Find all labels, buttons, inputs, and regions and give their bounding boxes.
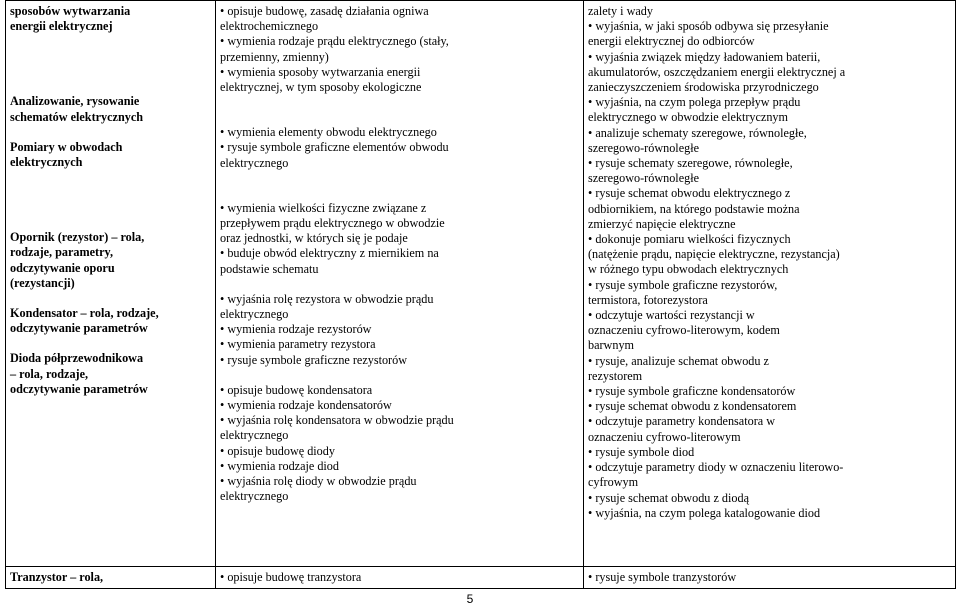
topic-title: Pomiary w obwodach elektrycznych	[10, 139, 123, 170]
topic-title: sposobów wytwarzania energii elektrycznej	[10, 4, 131, 34]
topic-title: Opornik (rezystor) – rola, rodzaje, parametry, odczytywanie oporu (rezystancji)	[10, 230, 145, 290]
topic-title: Tranzystor – rola,	[10, 570, 104, 584]
topic-title: Analizowanie, rysowanie schematów elektrycznych	[10, 94, 144, 124]
list-item: • wymienia rodzaje kondensatorów	[220, 398, 392, 413]
list-item: • wyjaśnia rolę rezystora w obwodzie prądu elektrycznego	[220, 291, 434, 322]
table-row	[6, 567, 956, 589]
list-item: • wymienia wielkości fizyczne związane z przepływem prądu elektrycznego w obwodzie oraz jednostki, w których się je podaje	[220, 200, 445, 246]
list-item: • rysuje schemat obwodu z diodą	[588, 490, 749, 505]
list-item: • wyjaśnia, na czym polega katalogowanie diod	[588, 505, 821, 520]
topics-cell	[6, 1, 216, 567]
requirements-block	[220, 125, 460, 171]
basic-requirements-cell	[216, 567, 584, 589]
list-item: • wymienia rodzaje rezystorów	[220, 322, 372, 337]
list-item: • wyjaśnia, na czym polega przepływ prądu elektrycznego w obwodzie elektrycznym	[588, 95, 801, 125]
table-row	[6, 1, 956, 567]
list-item: • rysuje symbole graficzne kondensatorów	[588, 384, 796, 399]
topic-title: Kondensator – rola, rodzaje, odczytywanie parametrów	[10, 306, 159, 336]
extended-requirements-cell	[584, 1, 956, 567]
list-item: • wyjaśnia rolę diody w obwodzie prądu elektrycznego	[220, 474, 417, 504]
list-item: • odczytuje parametry kondensatora w oznaczeniu cyfrowo-literowym	[588, 414, 776, 444]
requirements-block	[588, 278, 803, 384]
list-item: • opisuje budowę diody	[220, 443, 335, 458]
list-item: • wymienia rodzaje diod	[220, 458, 339, 473]
requirements-block	[220, 444, 460, 505]
list-item: • rysuje symbole graficzne rezystorów	[220, 352, 408, 367]
list-item: • rysuje symbole diod	[588, 444, 695, 459]
list-item: • odczytuje parametry diody w oznaczeniu literowo-cyfrowym	[588, 460, 844, 490]
requirements-block	[220, 292, 460, 368]
list-item: • rysuje symbole graficzne rezystorów, termistora, fotorezystora	[588, 277, 778, 307]
list-item: • wymienia rodzaje prądu elektrycznego (stały, przemienny, zmienny)	[220, 34, 449, 64]
list-item: • rysuje schemat obwodu z kondensatorem	[588, 399, 797, 414]
list-item: • rysuje symbole tranzystorów	[588, 570, 737, 584]
extended-requirements-cell	[584, 567, 956, 589]
page-number: 5	[466, 592, 474, 606]
list-item: • wymienia sposoby wytwarzania energii elektrycznej, w tym sposoby ekologiczne	[220, 64, 422, 95]
requirements-block	[588, 95, 838, 186]
requirements-block	[588, 384, 803, 445]
list-item: zalety i wady	[588, 4, 653, 18]
list-item: • wymienia elementy obwodu elektrycznego	[220, 125, 437, 140]
list-item: • rysuje schemat obwodu elektrycznego z odbiornikiem, na którego podstawie można zmierzyć napięcie elektryczne	[588, 186, 800, 231]
list-item: • dokonuje pomiaru wielkości fizycznych (natężenie prądu, napięcie elektryczne, rezystancja) w różnego typu obwodach elektrycznych	[588, 232, 840, 277]
list-item: • odczytuje wartości rezystancji w oznaczeniu cyfrowo-literowym, kodem barwnym	[588, 308, 780, 353]
list-item: • wymienia parametry rezystora	[220, 337, 376, 352]
list-item: • wyjaśnia związek między ładowaniem baterii, akumulatorów, oszczędzaniem energii elektrycznej a zanieczyszczeniem środowiska przyrodniczego	[588, 49, 846, 95]
list-item: • opisuje budowę kondensatora	[220, 382, 373, 397]
basic-requirements-cell	[216, 1, 584, 567]
list-item: • rysuje symbole graficzne elementów obwodu elektrycznego	[220, 140, 449, 170]
topics-cell	[6, 567, 216, 589]
list-item: • opisuje budowę, zasadę działania ogniwa elektrochemicznego	[220, 4, 429, 34]
list-item: • wyjaśnia rolę kondensatora w obwodzie prądu elektrycznego	[220, 413, 454, 443]
list-item: • analizuje schematy szeregowe, równoległe, szeregowo-równoległe	[588, 125, 807, 155]
requirements-block	[588, 4, 858, 95]
list-item: • buduje obwód elektryczny z miernikiem na podstawie schematu	[220, 246, 439, 276]
list-item: • opisuje budowę tranzystora	[220, 570, 362, 584]
requirements-block	[220, 201, 460, 277]
list-item: • rysuje schematy szeregowe, równoległe, szeregowo-równoległe	[588, 156, 793, 186]
requirements-block	[220, 4, 460, 95]
requirements-table	[5, 0, 956, 589]
requirements-block	[220, 383, 460, 444]
list-item: • rysuje, analizuje schemat obwodu z rezystorem	[588, 353, 769, 383]
requirements-block	[588, 445, 848, 521]
topic-title: Dioda półprzewodnikowa – rola, rodzaje, odczytywanie parametrów	[10, 351, 148, 396]
requirements-block	[588, 186, 843, 277]
list-item: • wyjaśnia, w jaki sposób odbywa się przesyłanie energii elektrycznej do odbiorców	[588, 19, 829, 49]
